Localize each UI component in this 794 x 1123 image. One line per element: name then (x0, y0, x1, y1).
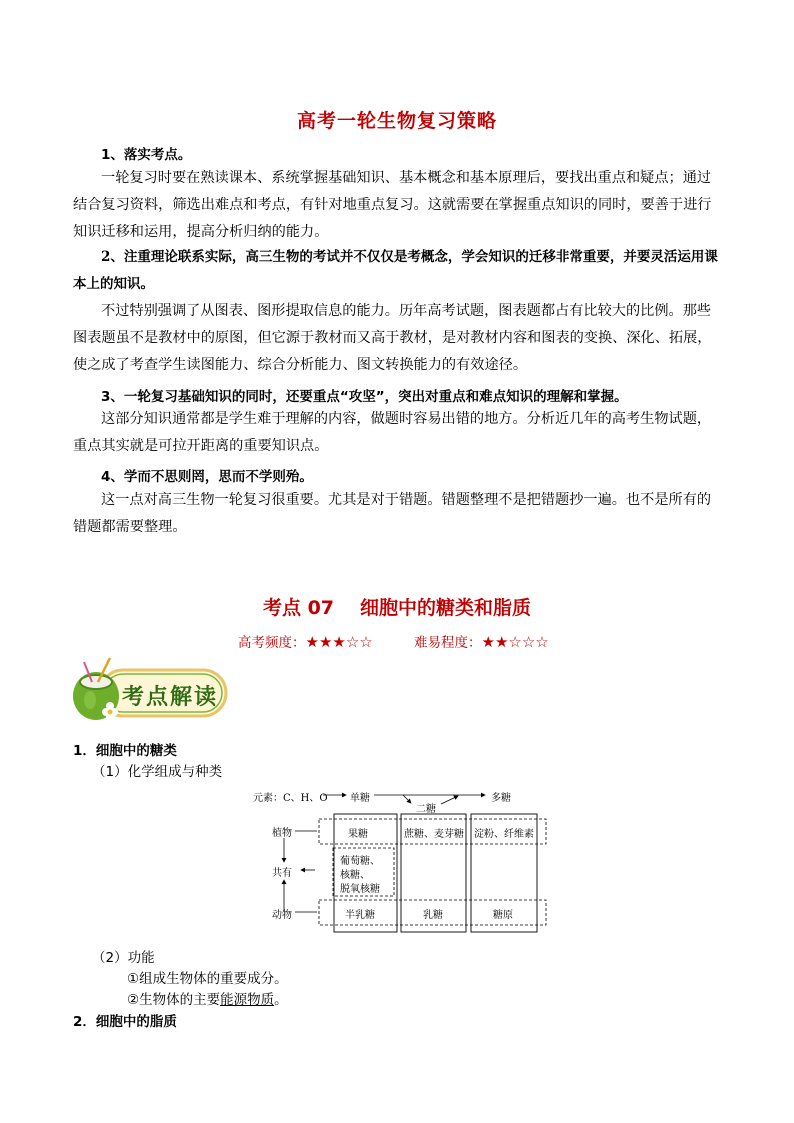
point-4-text: 这一点对高三生物一轮复习很重要。尤其是对于错题。错题整理不是把错题抄一遍。也不是所有的错题都需要整理。 (73, 492, 712, 535)
lactose-label: 乳糖 (423, 910, 443, 921)
topic-title (0, 593, 794, 620)
glycogen-label: 糖原 (493, 910, 513, 921)
section-1-heading: 1．细胞中的糖类 (73, 743, 177, 759)
sugar-classification-diagram (253, 786, 553, 936)
disaccharide-label: 二糖 (416, 804, 436, 815)
plant-label: 植物 (272, 828, 292, 839)
difficulty-label: 难易程度： (414, 635, 482, 651)
shared-line-2: 核糖、 (340, 870, 370, 881)
point-1-body (73, 165, 723, 246)
function-item-2 (127, 988, 288, 1008)
topic-name: 细胞中的糖类和脂质 (360, 597, 532, 619)
topic-code: 考点 07 (262, 597, 335, 619)
elements-label: 元素：C、H、O (253, 793, 328, 804)
point-2-heading (73, 244, 723, 298)
point-1-text: 一轮复习时要在熟读课本、系统掌握基础知识、基本概念和基本原理后，要找出重点和疑点；通过结合复习资料，筛选出难点和考点，有针对地重点复习。这就需要在掌握重点知识的同时，要善于进行知识迁移和运用，提高分析归纳的能力。 (73, 170, 712, 240)
monosaccharide-label: 单糖 (350, 793, 370, 804)
polysaccharide-label: 多糖 (491, 793, 511, 804)
frequency-label: 高考频度： (238, 635, 306, 651)
section-1-sub-1: （1）化学组成与种类 (92, 764, 223, 780)
starch-cellulose-label: 淀粉、纤维素 (474, 829, 534, 840)
function-item-2-underlined: 能源物质 (220, 992, 275, 1008)
point-3-text: 这部分知识通常都是学生难于理解的内容，做题时容易出错的地方。分析近几年的高考生物试题，重点其实就是可拉开距离的重要知识点。 (73, 411, 712, 454)
point-1-heading: 1、落实考点。 (101, 147, 192, 163)
point-3-heading: 3、一轮复习基础知识的同时，还要重点“攻坚”，突出对重点和难点知识的理解和掌握。 (101, 389, 628, 405)
shared-label: 共有 (272, 868, 292, 879)
point-2-heading-text: 2、注重理论联系实际，高三生物的考试并不仅仅是考概念，学会知识的迁移非常重要，并要灵活运用课本上的知识。 (73, 249, 718, 292)
fructose-label: 果糖 (348, 829, 368, 840)
sucrose-maltose-label: 蔗糖、麦芽糖 (404, 829, 464, 840)
point-2-text: 不过特别强调了从图表、图形提取信息的能力。历年高考试题，图表题都占有比较大的比例。那些图表题虽不是教材中的原图，但它源于教材而又高于教材，是对教材内容和图表的变换、深化、拓展，使之成了考查学生读图能力、综合分析能力、图文转换能力的有效途径。 (73, 303, 712, 373)
function-item-1: ①组成生物体的重要成分。 (127, 971, 288, 987)
shared-line-1: 葡萄糖、 (340, 856, 380, 867)
point-4-heading: 4、学而不思则罔，思而不学则殆。 (101, 469, 313, 485)
badge-text: 考点解读 (122, 684, 219, 710)
animal-label: 动物 (272, 910, 292, 921)
difficulty-level (414, 631, 549, 651)
frequency-stars: ★★★☆☆ (305, 633, 373, 651)
function-item-2-post: 。 (274, 992, 288, 1008)
point-2-body (73, 298, 723, 379)
shared-line-3: 脱氧核糖 (340, 884, 380, 895)
section-1-sub-2: （2）功能 (92, 950, 155, 966)
point-3-body (73, 406, 723, 460)
page-title: 高考一轮生物复习策略 (296, 110, 497, 132)
exam-frequency (238, 631, 373, 651)
difficulty-stars: ★★☆☆☆ (481, 633, 549, 651)
section-2-heading: 2．细胞中的脂质 (73, 1014, 177, 1030)
function-item-2-pre: ②生物体的主要 (127, 992, 221, 1008)
galactose-label: 半乳糖 (345, 910, 375, 921)
point-4-body (73, 487, 723, 541)
